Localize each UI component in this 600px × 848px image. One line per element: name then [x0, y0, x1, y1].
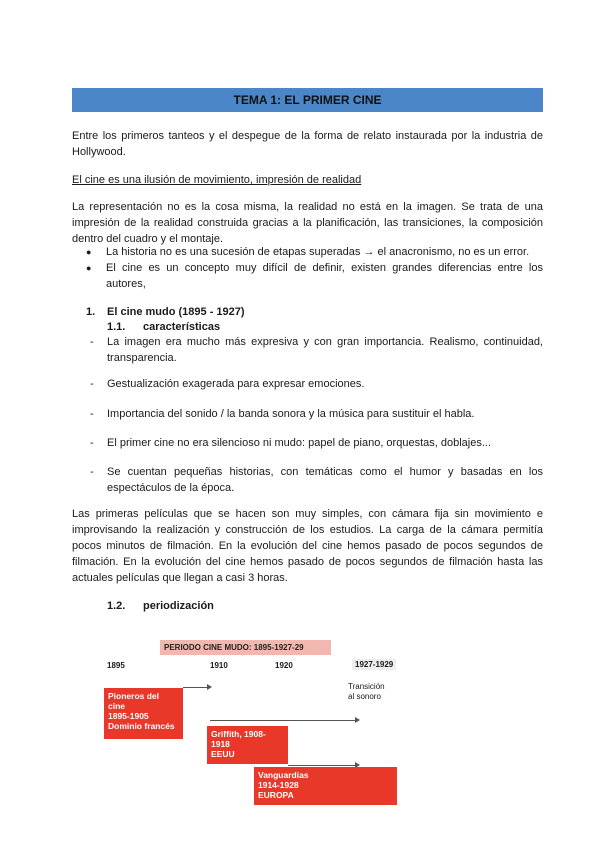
- section-1-number: 1.: [86, 306, 96, 318]
- bullet-list: [86, 244, 543, 292]
- timeline-box-vanguardias: Vanguardias 1914-1928 EUROPA: [254, 767, 397, 805]
- dash-icon: -: [90, 336, 94, 348]
- timeline-header: PERIODO CINE MUDO: 1895-1927-29: [160, 640, 331, 655]
- transition-label: Transición al sonoro: [348, 682, 385, 701]
- dash-item: - El primer cine no era silencioso ni mudo: papel de piano, orquestas, doblajes...: [90, 437, 492, 449]
- dash-item: - Se cuentan pequeñas historias, con temáticas como el humor y basadas en los espectáculos de la época.: [90, 466, 543, 494]
- representation-paragraph: La representación no es la cosa misma, la realidad no está en la imagen. Se trata de una impresión de la realidad construida gracias a la planificación, las transiciones, la composición dentro del cuadro y el montaje.: [72, 201, 543, 245]
- dash-icon: -: [90, 378, 94, 390]
- timeline-year: 1927-1929: [352, 659, 396, 670]
- timeline-year: 1895: [107, 661, 125, 670]
- sub-1-1-number: 1.1.: [107, 321, 126, 333]
- dash-item: - Importancia del sonido / la banda sonora y la música para sustituir el habla.: [90, 408, 475, 420]
- timeline-arrow: [288, 765, 356, 766]
- timeline-year: 1920: [275, 661, 293, 670]
- page-title: TEMA 1: EL PRIMER CINE: [233, 93, 382, 107]
- bullet-item: ● La historia no es una sucesión de etapas superadas → el anacronismo, no es un error.: [86, 246, 530, 258]
- intro-paragraph: Entre los primeros tanteos y el despegue de la forma de relato instaurada por la industria de Hollywood.: [72, 130, 543, 158]
- timeline-box-pioneros: Pioneros del cine 1895-1905 Dominio francés: [104, 688, 183, 739]
- timeline-box-griffith: Griffith, 1908- 1918 EEUU: [207, 726, 288, 764]
- subheading: El cine es una ilusión de movimiento, impresión de realidad: [72, 174, 362, 186]
- arrow-head-icon: [355, 717, 360, 723]
- bullet-icon: ●: [86, 247, 92, 257]
- section-1-title: El cine mudo (1895 - 1927): [107, 306, 245, 318]
- dash-item: - Gestualización exagerada para expresar emociones.: [90, 378, 365, 390]
- timeline-arrow: [183, 687, 209, 688]
- bullet-icon: ●: [86, 263, 92, 273]
- timeline-arrow: [210, 720, 356, 721]
- title-bar: [72, 88, 543, 112]
- sub-1-2-title: periodización: [143, 600, 214, 612]
- bullet-item: ● El cine es un concepto muy difícil de definir, existen grandes diferencias entre los autores,: [86, 262, 543, 290]
- dash-icon: -: [90, 437, 94, 449]
- films-paragraph: Las primeras películas que se hacen son muy simples, con cámara fija sin movimiento e improvisando la realización y construcción de los estudios. La carga de la cámara permitía pocos minutos de filmación. En la evolución del cine hemos pasado de pocos segundos de filmación. En la evolución del cine hemos pasado de pocos segundos de filmación hasta las actuales películas que llegan a casi 3 horas.: [72, 508, 543, 584]
- sub-1-2-number: 1.2.: [107, 600, 126, 612]
- dash-item: - La imagen era mucho más expresiva y con gran importancia. Realismo, continuidad, transparencia.: [90, 336, 543, 364]
- timeline-year: 1910: [210, 661, 228, 670]
- dash-icon: -: [90, 408, 94, 420]
- sub-1-1-title: características: [143, 321, 221, 333]
- arrow-head-icon: [207, 684, 212, 690]
- dash-icon: -: [90, 466, 94, 478]
